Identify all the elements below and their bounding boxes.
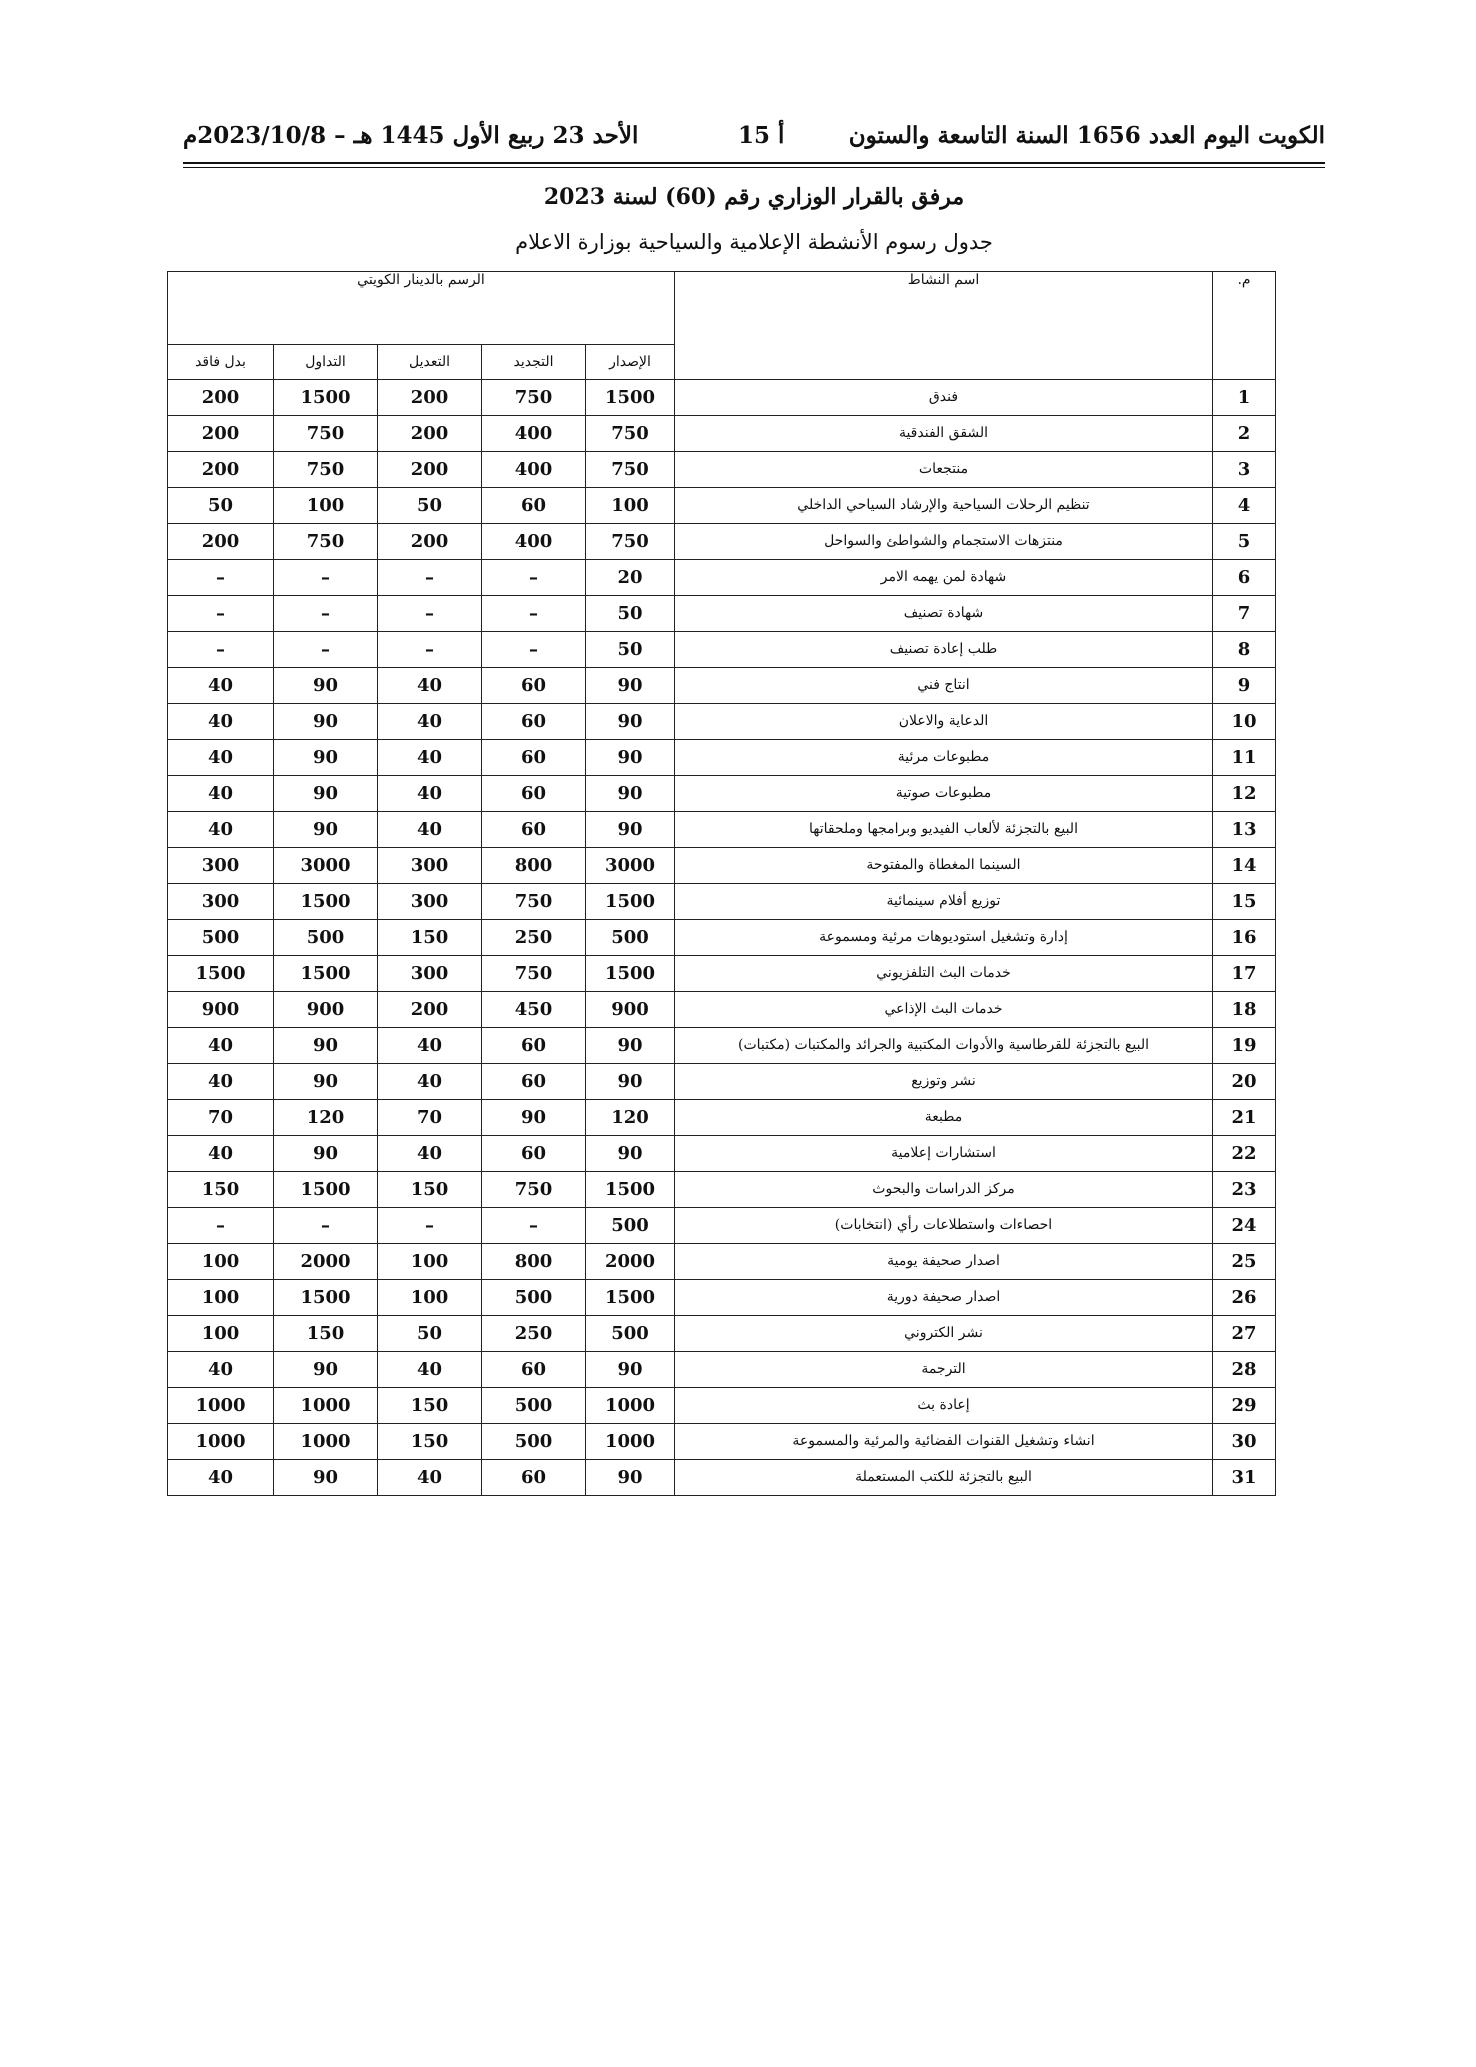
fee-cell: 100 xyxy=(378,1244,482,1280)
row-index: 14 xyxy=(1213,848,1276,884)
activity-name: مركز الدراسات والبحوث xyxy=(675,1172,1213,1208)
fee-cell: – xyxy=(168,1208,274,1244)
fee-cell: 40 xyxy=(378,1460,482,1496)
row-index: 9 xyxy=(1213,668,1276,704)
table-row xyxy=(168,1424,1276,1460)
row-index: 19 xyxy=(1213,1028,1276,1064)
fee-cell: 900 xyxy=(168,992,274,1028)
fee-cell: 120 xyxy=(586,1100,675,1136)
fee-cell: 60 xyxy=(482,1136,586,1172)
table-row xyxy=(168,668,1276,704)
activity-name: البيع بالتجزئة للكتب المستعملة xyxy=(675,1460,1213,1496)
fee-cell: – xyxy=(482,596,586,632)
fee-cell: 40 xyxy=(168,1136,274,1172)
fee-cell: 40 xyxy=(378,1136,482,1172)
activity-name: تنظيم الرحلات السياحية والإرشاد السياحي الداخلي xyxy=(675,488,1213,524)
activity-name: اصدار صحيفة دورية xyxy=(675,1280,1213,1316)
row-index: 29 xyxy=(1213,1388,1276,1424)
fee-cell: 300 xyxy=(168,884,274,920)
fee-cell: 40 xyxy=(378,812,482,848)
fee-cell: 1500 xyxy=(274,956,378,992)
fee-cell: – xyxy=(274,560,378,596)
column-header-issuance: الإصدار xyxy=(586,345,675,380)
row-index: 6 xyxy=(1213,560,1276,596)
fee-cell: 900 xyxy=(586,992,675,1028)
header-rule-thin xyxy=(183,167,1325,168)
fee-cell: 900 xyxy=(274,992,378,1028)
fee-cell: 50 xyxy=(586,596,675,632)
row-index: 25 xyxy=(1213,1244,1276,1280)
fee-cell: 200 xyxy=(378,380,482,416)
row-index: 1 xyxy=(1213,380,1276,416)
activity-name: منتزهات الاستجمام والشواطئ والسواحل xyxy=(675,524,1213,560)
row-index: 21 xyxy=(1213,1100,1276,1136)
table-row xyxy=(168,1316,1276,1352)
row-index: 5 xyxy=(1213,524,1276,560)
fee-cell: 200 xyxy=(168,524,274,560)
activity-name: فندق xyxy=(675,380,1213,416)
table-row xyxy=(168,812,1276,848)
fee-cell: 90 xyxy=(274,1136,378,1172)
fee-cell: 40 xyxy=(378,740,482,776)
fee-cell: 150 xyxy=(378,1172,482,1208)
row-index: 13 xyxy=(1213,812,1276,848)
row-index: 28 xyxy=(1213,1352,1276,1388)
fee-cell: – xyxy=(378,596,482,632)
fee-cell: – xyxy=(274,596,378,632)
fee-cell: 40 xyxy=(168,812,274,848)
fee-cell: 40 xyxy=(168,1460,274,1496)
fee-cell: 90 xyxy=(274,668,378,704)
activity-name: شهادة تصنيف xyxy=(675,596,1213,632)
fee-cell: 2000 xyxy=(274,1244,378,1280)
table-row xyxy=(168,1064,1276,1100)
activity-name: إعادة بث xyxy=(675,1388,1213,1424)
fee-cell: 1500 xyxy=(586,380,675,416)
fee-cell: 100 xyxy=(168,1280,274,1316)
activity-name: شهادة لمن يهمه الامر xyxy=(675,560,1213,596)
fee-cell: 90 xyxy=(274,1028,378,1064)
fee-cell: 1000 xyxy=(274,1424,378,1460)
fee-cell: 500 xyxy=(168,920,274,956)
row-index: 8 xyxy=(1213,632,1276,668)
row-index: 18 xyxy=(1213,992,1276,1028)
row-index: 23 xyxy=(1213,1172,1276,1208)
fee-cell: 2000 xyxy=(586,1244,675,1280)
fee-cell: 200 xyxy=(168,452,274,488)
fee-cell: 90 xyxy=(274,1064,378,1100)
activity-name: انتاج فني xyxy=(675,668,1213,704)
activity-name: البيع بالتجزئة لألعاب الفيديو وبرامجها وملحقاتها xyxy=(675,812,1213,848)
column-header-amendment: التعديل xyxy=(378,345,482,380)
fee-cell: 100 xyxy=(168,1244,274,1280)
fee-cell: 90 xyxy=(586,1460,675,1496)
fee-cell: 50 xyxy=(378,488,482,524)
fee-cell: – xyxy=(274,1208,378,1244)
fee-cell: 1500 xyxy=(168,956,274,992)
fee-cell: 200 xyxy=(168,380,274,416)
fee-cell: 1500 xyxy=(586,956,675,992)
table-row xyxy=(168,848,1276,884)
fee-cell: 1000 xyxy=(274,1388,378,1424)
fee-cell: 40 xyxy=(378,1028,482,1064)
fee-cell: 40 xyxy=(378,668,482,704)
fee-cell: 70 xyxy=(378,1100,482,1136)
column-header-transfer: التداول xyxy=(274,345,378,380)
fee-cell: 50 xyxy=(378,1316,482,1352)
column-header-activity: اسم النشاط xyxy=(675,272,1213,380)
fees-table-body xyxy=(168,380,1276,1496)
fee-cell: 150 xyxy=(168,1172,274,1208)
fee-cell: 200 xyxy=(378,416,482,452)
table-row xyxy=(168,596,1276,632)
table-row xyxy=(168,1244,1276,1280)
row-index: 10 xyxy=(1213,704,1276,740)
activity-name: البيع بالتجزئة للقرطاسية والأدوات المكتبية والجرائد والمكتبات (مكتبات) xyxy=(675,1028,1213,1064)
fee-cell: 40 xyxy=(378,1064,482,1100)
row-index: 2 xyxy=(1213,416,1276,452)
document-title: مرفق بالقرار الوزاري رقم (60) لسنة 2023 xyxy=(543,184,965,210)
table-row xyxy=(168,1352,1276,1388)
fee-cell: 1000 xyxy=(168,1388,274,1424)
fee-cell: 60 xyxy=(482,1352,586,1388)
fee-cell: 750 xyxy=(274,416,378,452)
activity-name: احصاءات واستطلاعات رأي (انتخابات) xyxy=(675,1208,1213,1244)
fee-cell: 300 xyxy=(378,884,482,920)
activity-name: مطبعة xyxy=(675,1100,1213,1136)
fee-cell: 450 xyxy=(482,992,586,1028)
fee-cell: 750 xyxy=(482,380,586,416)
activity-name: مطبوعات صوتية xyxy=(675,776,1213,812)
column-header-fee-group: الرسم بالدينار الكويتي xyxy=(168,272,675,345)
row-index: 3 xyxy=(1213,452,1276,488)
row-index: 7 xyxy=(1213,596,1276,632)
table-row xyxy=(168,524,1276,560)
fee-cell: 3000 xyxy=(586,848,675,884)
activity-name: انشاء وتشغيل القنوات الفضائية والمرئية والمسموعة xyxy=(675,1424,1213,1460)
fees-table xyxy=(167,271,1276,1496)
table-row xyxy=(168,740,1276,776)
fee-cell: 90 xyxy=(586,776,675,812)
fee-cell: 1500 xyxy=(274,1172,378,1208)
fee-cell: 40 xyxy=(168,704,274,740)
fee-cell: 90 xyxy=(274,1352,378,1388)
table-row xyxy=(168,992,1276,1028)
activity-name: نشر الكتروني xyxy=(675,1316,1213,1352)
fee-cell: – xyxy=(168,560,274,596)
table-row xyxy=(168,488,1276,524)
fee-cell: – xyxy=(168,596,274,632)
header-rule-thick xyxy=(183,162,1325,164)
table-row xyxy=(168,1100,1276,1136)
row-index: 24 xyxy=(1213,1208,1276,1244)
fee-cell: 90 xyxy=(274,812,378,848)
activity-name: الترجمة xyxy=(675,1352,1213,1388)
column-header-index: م. xyxy=(1213,272,1276,380)
fee-cell: 60 xyxy=(482,1460,586,1496)
fee-cell: 60 xyxy=(482,1064,586,1100)
table-row xyxy=(168,1136,1276,1172)
fee-cell: 1500 xyxy=(274,1280,378,1316)
fee-cell: 200 xyxy=(378,452,482,488)
table-row xyxy=(168,452,1276,488)
activity-name: السينما المغطاة والمفتوحة xyxy=(675,848,1213,884)
fee-cell: 40 xyxy=(378,704,482,740)
table-row xyxy=(168,884,1276,920)
table-row xyxy=(168,560,1276,596)
fee-cell: 90 xyxy=(586,1136,675,1172)
activity-name: مطبوعات مرئية xyxy=(675,740,1213,776)
fee-cell: 50 xyxy=(168,488,274,524)
fee-cell: 1000 xyxy=(586,1388,675,1424)
row-index: 11 xyxy=(1213,740,1276,776)
fee-cell: 500 xyxy=(586,1316,675,1352)
row-index: 22 xyxy=(1213,1136,1276,1172)
activity-name: إدارة وتشغيل استوديوهات مرئية ومسموعة xyxy=(675,920,1213,956)
fee-cell: 200 xyxy=(378,524,482,560)
fee-cell: 800 xyxy=(482,848,586,884)
fee-cell: – xyxy=(378,1208,482,1244)
table-row xyxy=(168,632,1276,668)
fee-cell: 90 xyxy=(274,1460,378,1496)
fee-cell: 40 xyxy=(168,1064,274,1100)
row-index: 30 xyxy=(1213,1424,1276,1460)
fee-cell: 300 xyxy=(168,848,274,884)
fee-cell: 90 xyxy=(274,740,378,776)
fee-cell: 400 xyxy=(482,452,586,488)
table-row xyxy=(168,380,1276,416)
fee-cell: 500 xyxy=(482,1388,586,1424)
fee-cell: 300 xyxy=(378,848,482,884)
column-header-renewal: التجديد xyxy=(482,345,586,380)
table-row xyxy=(168,704,1276,740)
fee-cell: 750 xyxy=(586,524,675,560)
fee-cell: 40 xyxy=(378,776,482,812)
fee-cell: 500 xyxy=(586,1208,675,1244)
fee-cell: 750 xyxy=(482,884,586,920)
fee-cell: 100 xyxy=(274,488,378,524)
fee-cell: 500 xyxy=(274,920,378,956)
fee-cell: 750 xyxy=(482,1172,586,1208)
fee-cell: 750 xyxy=(482,956,586,992)
fee-cell: 1500 xyxy=(586,884,675,920)
table-row xyxy=(168,1028,1276,1064)
fee-cell: 1000 xyxy=(168,1424,274,1460)
fee-cell: 60 xyxy=(482,704,586,740)
row-index: 4 xyxy=(1213,488,1276,524)
fee-cell: 50 xyxy=(586,632,675,668)
table-row xyxy=(168,1208,1276,1244)
fee-cell: – xyxy=(482,1208,586,1244)
fee-cell: 500 xyxy=(586,920,675,956)
issue-date: الأحد 23 ربيع الأول 1445 هـ – 2023/10/8م xyxy=(183,122,639,149)
table-row xyxy=(168,416,1276,452)
table-row xyxy=(168,1388,1276,1424)
page-header xyxy=(183,122,1325,152)
table-row xyxy=(168,956,1276,992)
fee-cell: 60 xyxy=(482,776,586,812)
table-row xyxy=(168,1280,1276,1316)
fee-cell: 200 xyxy=(378,992,482,1028)
row-index: 20 xyxy=(1213,1064,1276,1100)
fee-cell: 90 xyxy=(274,704,378,740)
activity-name: توزيع أفلام سينمائية xyxy=(675,884,1213,920)
fee-cell: 90 xyxy=(586,1352,675,1388)
fee-cell: 150 xyxy=(378,1388,482,1424)
fee-cell: 1500 xyxy=(274,380,378,416)
row-index: 17 xyxy=(1213,956,1276,992)
fee-cell: 90 xyxy=(274,776,378,812)
activity-name: منتجعات xyxy=(675,452,1213,488)
fee-cell: 150 xyxy=(274,1316,378,1352)
fee-cell: 40 xyxy=(168,1028,274,1064)
column-header-replacement: بدل فاقد xyxy=(168,345,274,380)
activity-name: خدمات البث التلفزيوني xyxy=(675,956,1213,992)
fee-cell: 100 xyxy=(586,488,675,524)
activity-name: استشارات إعلامية xyxy=(675,1136,1213,1172)
fee-cell: 500 xyxy=(482,1280,586,1316)
fee-cell: 90 xyxy=(586,704,675,740)
fee-cell: – xyxy=(274,632,378,668)
publication-info: الكويت اليوم العدد 1656 السنة التاسعة والستون xyxy=(848,122,1325,149)
fee-cell: – xyxy=(482,560,586,596)
fee-cell: 60 xyxy=(482,740,586,776)
fee-cell: 120 xyxy=(274,1100,378,1136)
fee-cell: – xyxy=(378,632,482,668)
fee-cell: 1500 xyxy=(586,1172,675,1208)
fee-cell: 1500 xyxy=(586,1280,675,1316)
fee-cell: 250 xyxy=(482,1316,586,1352)
activity-name: نشر وتوزيع xyxy=(675,1064,1213,1100)
row-index: 27 xyxy=(1213,1316,1276,1352)
fee-cell: 1500 xyxy=(274,884,378,920)
fee-cell: 800 xyxy=(482,1244,586,1280)
page-number: أ 15 xyxy=(738,122,785,149)
fee-cell: 3000 xyxy=(274,848,378,884)
row-index: 26 xyxy=(1213,1280,1276,1316)
table-row xyxy=(168,1460,1276,1496)
fee-cell: 300 xyxy=(378,956,482,992)
fee-cell: 20 xyxy=(586,560,675,596)
fee-cell: 90 xyxy=(482,1100,586,1136)
fee-cell: 60 xyxy=(482,668,586,704)
table-row xyxy=(168,1172,1276,1208)
fee-cell: 40 xyxy=(168,1352,274,1388)
document-subtitle: جدول رسوم الأنشطة الإعلامية والسياحية بوزارة الاعلام xyxy=(515,230,993,254)
fee-cell: 400 xyxy=(482,416,586,452)
row-index: 12 xyxy=(1213,776,1276,812)
fee-cell: 250 xyxy=(482,920,586,956)
fee-cell: 90 xyxy=(586,812,675,848)
fee-cell: 70 xyxy=(168,1100,274,1136)
table-row xyxy=(168,776,1276,812)
activity-name: خدمات البث الإذاعي xyxy=(675,992,1213,1028)
fee-cell: 100 xyxy=(378,1280,482,1316)
fee-cell: – xyxy=(378,560,482,596)
fee-cell: 60 xyxy=(482,1028,586,1064)
fee-cell: 60 xyxy=(482,488,586,524)
fee-cell: 1000 xyxy=(586,1424,675,1460)
fee-cell: 400 xyxy=(482,524,586,560)
fee-cell: 90 xyxy=(586,1064,675,1100)
fee-cell: 90 xyxy=(586,668,675,704)
row-index: 16 xyxy=(1213,920,1276,956)
fee-cell: – xyxy=(482,632,586,668)
fee-cell: 90 xyxy=(586,740,675,776)
row-index: 15 xyxy=(1213,884,1276,920)
fee-cell: – xyxy=(168,632,274,668)
fee-cell: 60 xyxy=(482,812,586,848)
fee-cell: 150 xyxy=(378,1424,482,1460)
activity-name: اصدار صحيفة يومية xyxy=(675,1244,1213,1280)
fee-cell: 750 xyxy=(274,524,378,560)
fee-cell: 90 xyxy=(586,1028,675,1064)
fee-cell: 750 xyxy=(586,416,675,452)
fee-cell: 40 xyxy=(168,740,274,776)
fee-cell: 40 xyxy=(378,1352,482,1388)
fee-cell: 200 xyxy=(168,416,274,452)
activity-name: الدعاية والاعلان xyxy=(675,704,1213,740)
activity-name: الشقق الفندقية xyxy=(675,416,1213,452)
fee-cell: 750 xyxy=(586,452,675,488)
fee-cell: 150 xyxy=(378,920,482,956)
row-index: 31 xyxy=(1213,1460,1276,1496)
activity-name: طلب إعادة تصنيف xyxy=(675,632,1213,668)
fee-cell: 40 xyxy=(168,776,274,812)
table-row xyxy=(168,920,1276,956)
fee-cell: 750 xyxy=(274,452,378,488)
fee-cell: 40 xyxy=(168,668,274,704)
fee-cell: 100 xyxy=(168,1316,274,1352)
fee-cell: 500 xyxy=(482,1424,586,1460)
